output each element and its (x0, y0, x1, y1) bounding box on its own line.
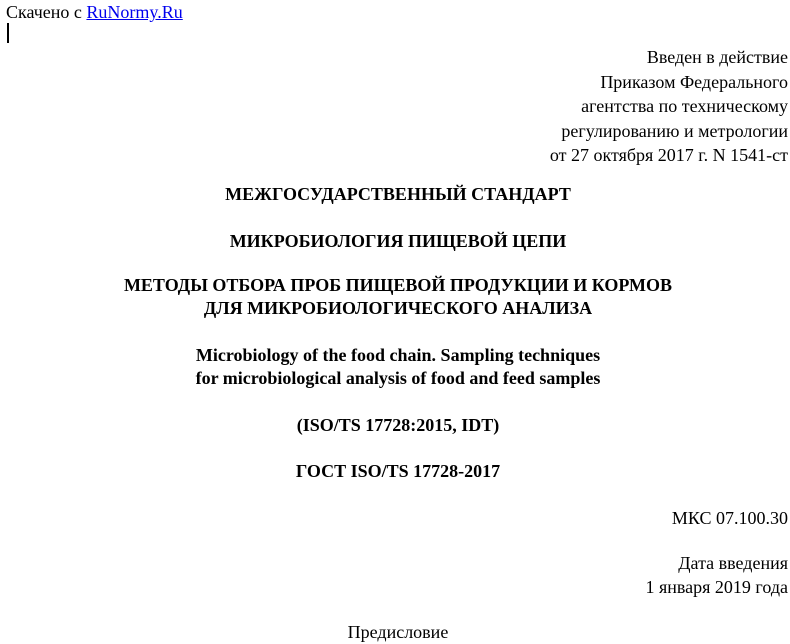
runormy-link[interactable]: RuNormy.Ru (86, 2, 183, 22)
source-line (6, 1, 183, 23)
gost-number: ГОСТ ISO/TS 17728-2017 (295, 461, 501, 481)
title-english (0, 344, 790, 390)
mks-code: МКС 07.100.30 (671, 508, 788, 528)
title-sub-line: ДЛЯ МИКРОБИОЛОГИЧЕСКОГО АНАЛИЗА (203, 298, 593, 318)
preface-heading: Предисловие (347, 622, 449, 642)
enactment-line: Введен в действие (646, 47, 788, 67)
enactment-line: Приказом Федерального (600, 71, 788, 92)
title-english-line: for microbiological analysis of food and feed samples (195, 368, 601, 388)
introduction-date (645, 551, 788, 599)
title-main: МИКРОБИОЛОГИЯ ПИЩЕВОЙ ЦЕПИ (229, 231, 567, 251)
title-sub (0, 274, 790, 320)
enactment-note (550, 45, 788, 168)
date-label: Дата введения (678, 553, 788, 573)
enactment-line: регулированию и метрологии (561, 120, 788, 141)
source-prefix: Скачено с (6, 2, 87, 22)
iso-reference: (ISO/TS 17728:2015, IDT) (296, 415, 500, 435)
text-cursor (7, 23, 9, 43)
enactment-line: от 27 октября 2017 г. N 1541-ст (549, 145, 788, 165)
title-sub-line: МЕТОДЫ ОТБОРА ПРОБ ПИЩЕВОЙ ПРОДУКЦИИ И КОРМОВ (123, 275, 673, 295)
title-english-line: Microbiology of the food chain. Sampling techniques (195, 345, 601, 365)
enactment-line: агентства по техническому (581, 96, 788, 116)
standard-type: МЕЖГОСУДАРСТВЕННЫЙ СТАНДАРТ (225, 184, 571, 204)
date-value: 1 января 2019 года (645, 577, 788, 597)
